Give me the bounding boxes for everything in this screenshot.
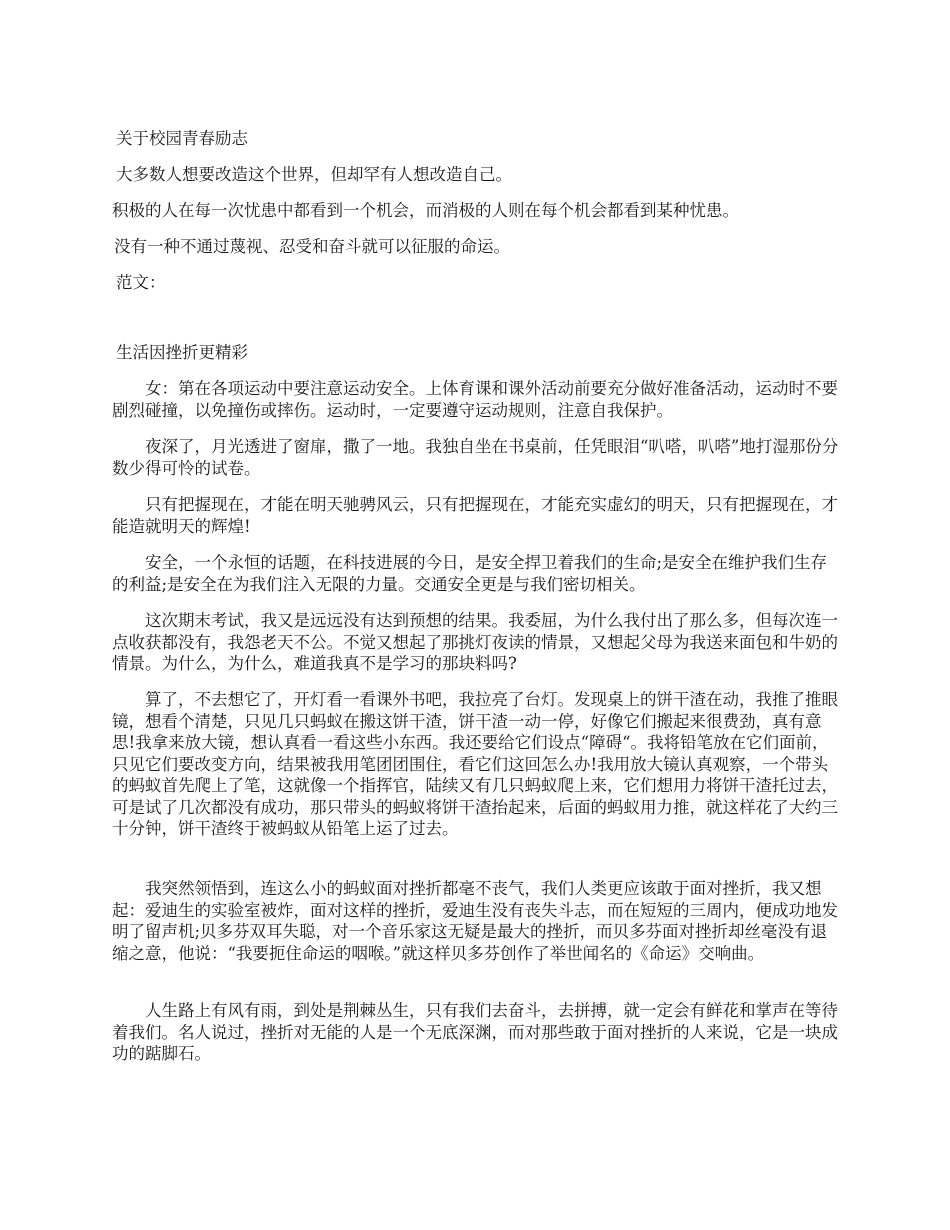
document-heading: 关于校园青春励志 [116,129,248,148]
quote-line: 没有一种不通过蔑视、忍受和奋斗就可以征服的命运。 [114,237,510,256]
paragraph: 安全，一个永恒的话题，在科技进展的今日，是安全捍卫着我们的生命;是安全在维护我们生存的利益;是安全在为我们注入无限的力量。交通安全更是与我们密切相关。 [112,553,828,594]
quote-line: 大多数人想要改造这个世界，但却罕有人想改造自己。 [116,165,512,184]
paragraph: 算了，不去想它了，开灯看一看课外书吧，我拉亮了台灯。发现桌上的饼干渣在动，我推了推眼镜，想看个清楚，只见几只蚂蚁在搬这饼干渣，饼干渣一动一停，好像它们搬起来很费劲，真有意思!我拿来放大镜，想认真看一看这些小东西。我还要给它们设点“障碍“。我将铅笔放在它们面前，只见它们要改变方向，结果被我用笔团团围住，看它们这回怎么办!我用放大镜认真观察，一个带头的蚂蚁首先爬上了笔，这就像一个指挥官，陆续又有几只蚂蚁爬上来，它们想用力将饼干渣托过去，可是试了几次都没有成功，那只带头的蚂蚁将饼干渣抬起来，后面的蚂蚁用力推，就这样花了大约三十分钟，饼干渣终于被蚂蚁从铅笔上运了过去。 [112,690,838,838]
paragraph: 女：第在各项运动中要注意运动安全。上体育课和课外活动前要充分做好准备活动，运动时不要剧烈碰撞，以免撞伤或摔伤。运动时，一定要遵守运动规则，注意自我保护。 [112,379,838,420]
paragraph: 人生路上有风有雨，到处是荆棘丛生，只有我们去奋斗，去拼搏，就一定会有鲜花和掌声在等待着我们。名人说过，挫折对无能的人是一个无底深渊，而对那些敢于面对挫折的人来说，它是一块成功的踮脚石。 [112,1001,838,1063]
paragraph: 我突然领悟到，连这么小的蚂蚁面对挫折都毫不丧气，我们人类更应该敢于面对挫折，我又想起：爱迪生的实验室被炸，面对这样的挫折，爱迪生没有丧失斗志，而在短短的三周内，便成功地发明了留声机;贝多芬双耳失聪，对一个音乐家这无疑是最大的挫折，而贝多芬面对挫折却丝毫没有退缩之意，他说：“我要扼住命运的咽喉。”就这样贝多芬创作了举世闻名的《命运》交响曲。 [112,879,838,963]
paragraph: 夜深了，月光透进了窗扉，撒了一地。我独自坐在书桌前，任凭眼泪“叭嗒，叭嗒”地打湿那份分数少得可怜的试卷。 [112,437,839,478]
essay-title: 生活因挫折更精彩 [116,343,248,362]
sample-label: 范文： [116,273,166,292]
paragraph: 只有把握现在，才能在明天驰骋风云，只有把握现在，才能充实虚幻的明天，只有把握现在，才能造就明天的辉煌! [112,495,838,536]
paragraph: 这次期末考试，我又是远远没有达到预想的结果。我委屈，为什么我付出了那么多，但每次连一点收获都没有，我怨老天不公。不觉又想起了那挑灯夜读的情景，又想起父母为我送来面包和牛奶的情景。为什么，为什么，难道我真不是学习的那块料吗? [112,611,838,673]
quote-line: 积极的人在每一次忧患中都看到一个机会，而消极的人则在每个机会都看到某种忧患。 [112,201,739,220]
